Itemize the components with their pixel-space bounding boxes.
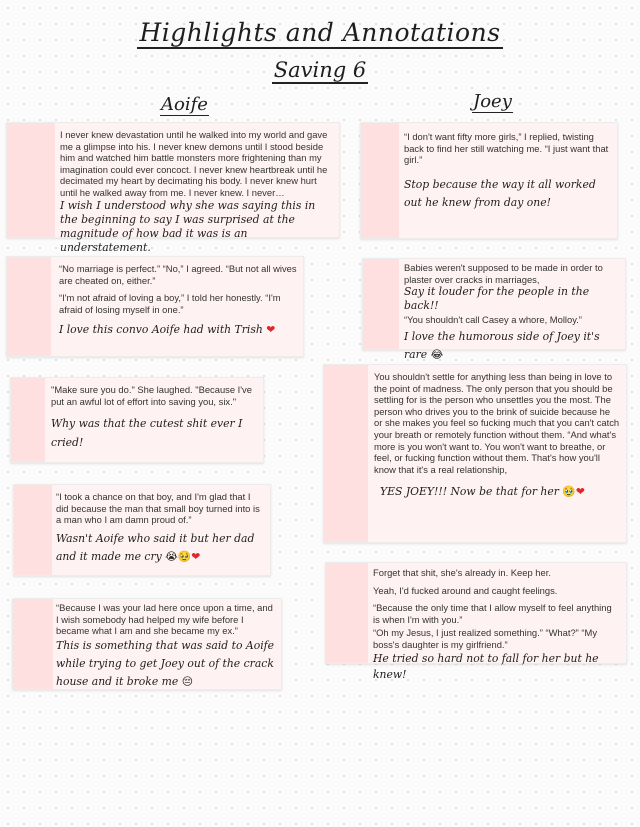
annotation-card[interactable] [10,377,264,463]
heart-emoji: ❤ [575,485,585,499]
card-content [399,259,625,362]
highlight-quote: I never knew devastation until he walked into my world and gave me a glimpse into his. I never knew demons until I stood beside him and watched him battle monsters more frightening than my imagination could ever concoct. I never knew heartbreak until he decimated my heart by decimating his body. I never knew hurt until he walked away from me. I never knew. I never… [60,129,328,198]
annotation-note: Why was that the cutest shit ever I cried! [51,417,243,449]
highlight-quote: “Oh my Jesus, I just realized something.” “What?” “My boss's daughter is my girlfriend.” [373,627,598,650]
page-title: Highlights and Annotations [139,18,501,47]
card-band [363,259,399,349]
card-content [45,378,263,462]
heart-emoji: ❤ [266,323,276,337]
card-band [361,123,399,238]
card-band [13,599,53,689]
card-content [53,599,281,689]
highlight-quote: You shouldn't settle for anything less than being in love to the point of madness. The only person that you should be settling for is the person who unsettles you the most. The person who drives you to the brink of suicide because he or she makes you feel so fucking much that you can't catch your breath or remotely function without them. “And what's more is you won't want to. You won't want to breathe, or feel, or fucking function without them. That's how you'll know that it's a real relationship, [374,371,620,475]
card-content [55,123,339,254]
card-band [11,378,45,462]
annotation-card[interactable] [325,562,627,681]
annotation-card[interactable] [6,256,304,357]
book-subtitle: Saving 6 [273,58,367,82]
heart-emoji: ❤ [191,550,201,564]
highlight-quote: “You shouldn't call Casey a whore, Molloy.” [404,314,582,326]
card-band [324,365,368,542]
highlight-quote: Forget that shit, she's already in. Keep her. [373,567,551,578]
card-content [368,365,626,542]
highlight-quote: “I took a chance on that boy, and I'm glad that I did because the man that small boy turned into is a man who I am damn proud of.” [56,491,260,526]
column-heading-joey: Joey [473,91,512,112]
card-band [14,485,52,575]
card-content [399,123,617,238]
card-content [368,563,626,681]
annotation-note: Stop because the way it all worked out he knew from day one! [404,177,596,210]
laughing-emoji: 😂 [430,348,444,362]
annotation-card[interactable] [360,122,618,239]
card-band [7,123,55,237]
highlight-quote: "Make sure you do." She laughed. "Because I've put an awful lot of effort into saving you, six." [51,384,252,407]
annotation-card[interactable] [362,258,626,362]
annotation-note: He tried so hard not to fall for her but he knew! [373,651,599,681]
card-band [326,563,368,663]
annotation-card[interactable] [6,122,340,254]
annotation-note: I love this convo Aoife had with Trish ❤ [59,323,276,337]
annotation-note: I love the humorous side of Joey it's rare 😂 [404,329,600,362]
annotation-note: This is something that was said to Aoife while trying to get Joey out of the crack house and it broke me 😔 [56,638,275,688]
highlight-quote: “Because the only time that I allow myself to feel anything is when I'm with you.” [373,602,612,625]
highlight-quote: Yeah, I'd fucked around and caught feelings. [373,584,558,596]
highlight-quote: “Because I was your lad here once upon a time, and I wish somebody had helped my wife before I became what I am and she became my ex.” [56,602,273,637]
highlight-quote: “I'm not afraid of loving a boy,” I told her honestly. “I'm afraid of losing myself in one.” [59,292,281,315]
teary-emoji: 🥹 [562,485,576,499]
card-content [52,485,270,575]
annotation-note: YES JOEY!!! Now be that for her 🥹❤ [380,485,585,499]
card-band [7,257,51,356]
pensive-emoji: 😔 [181,674,193,688]
annotation-card[interactable] [323,364,627,543]
annotation-note: Say it louder for the people in the back!! [404,285,590,313]
column-heading-aoife: Aoife [161,94,208,115]
annotation-card[interactable] [13,484,271,576]
annotation-note: Wasn't Aoife who said it but her dad and it made me cry 😭🥹❤ [56,531,255,564]
card-content [51,257,303,356]
highlight-quote: “I don't want fifty more girls,” I replied, twisting back to find her still watching me. “I just want that girl.” [404,131,609,166]
highlight-quote: “No marriage is perfect.” “No,” I agreed. “But not all wives are cheated on, either.” [59,263,297,286]
crying-emoji: 😭🥹 [165,550,192,564]
annotation-note: I wish I understood why she was saying this in the beginning to say I was surprised at the magnitude of how bad it was is an understatement. [60,198,316,254]
highlight-quote: Babies weren't supposed to be made in order to plaster over cracks in marriages, [404,262,603,285]
annotation-card[interactable] [12,598,282,690]
